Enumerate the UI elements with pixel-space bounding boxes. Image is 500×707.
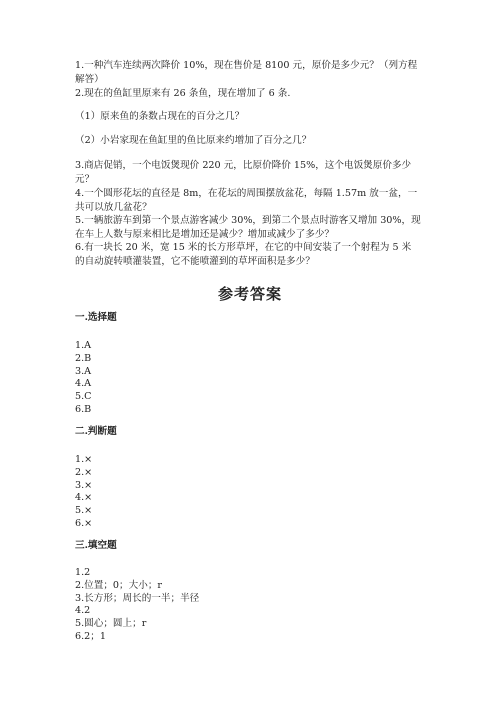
judge-answer-list (75, 454, 92, 531)
answers-title: 参考答案 (217, 285, 282, 303)
question-1-line-2: 解答） (75, 74, 104, 85)
question-3-line-2: 元？ (75, 174, 95, 185)
question-4-line-2: 共可以放几盆花？ (75, 202, 152, 213)
list-item: 1.2 (75, 567, 91, 578)
question-3-line-1: 3.商店促销，一个电饭煲现价 220 元，比原价降价 15%，这个电饭煲原价多少 (75, 160, 412, 171)
list-item: 1.× (75, 454, 93, 465)
section-heading-fill: 三.填空题 (75, 540, 117, 551)
fill-answer-list (75, 567, 199, 644)
question-2: 2.现在的鱼缸里原来有 26 条鱼，现在增加了 6 条. (75, 88, 291, 99)
list-item: 1.A (75, 340, 92, 351)
list-item: 6.B (75, 403, 92, 415)
question-2-sub-1: （1）原来鱼的条数占现在的百分之几？ (75, 111, 245, 122)
list-item: 5.圆心；圆上；r (75, 618, 147, 630)
list-item: 4.A (75, 378, 92, 390)
list-item: 2.位置；0；大小；r (75, 579, 162, 591)
section-heading-choice: 一.选择题 (75, 312, 117, 323)
list-item: 6.× (75, 517, 93, 529)
list-item: 4.2 (75, 605, 91, 617)
choice-answer-list (75, 340, 92, 417)
list-item: 3.× (75, 479, 93, 491)
question-5-line-2: 在车上人数与原来相比是增加还是减少？增加或减少了多少？ (75, 229, 335, 240)
section-heading-judge: 二.判断题 (75, 426, 117, 437)
question-4-line-1: 4.一个圆形花坛的直径是 8m，在花坛的周围摆放盆花，每隔 1.57m 放一盆，一 (75, 188, 418, 199)
list-item: 5.× (75, 505, 93, 517)
list-item: 3.长方形；周长的一半；半径 (75, 592, 200, 604)
list-item: 6.2；1 (75, 630, 106, 642)
list-item: 2.B (75, 352, 92, 364)
question-1-line-1: 1.一种汽车连续两次降价 10%，现在售价是 8100 元，原价是多少元？（列方程 (75, 60, 418, 71)
question-6-line-2: 的自动旋转喷灌装置，它不能喷灌到的草坪面积是多少？ (75, 256, 315, 267)
question-2-sub-2: （2）小岩家现在鱼缸里的鱼比原来约增加了百分之几？ (75, 135, 312, 146)
list-item: 4.× (75, 492, 93, 504)
list-item: 2.× (75, 466, 93, 478)
question-5-line-1: 5.一辆旅游车到第一个景点游客减少 30%，到第二个景点时游客又增加 30%，现 (75, 215, 421, 226)
list-item: 5.C (75, 391, 92, 403)
question-6-line-1: 6.有一块长 20 米，宽 15 米的长方形草坪，在它的中间安装了一个射程为 5 米 (75, 242, 412, 253)
list-item: 3.A (75, 365, 92, 377)
